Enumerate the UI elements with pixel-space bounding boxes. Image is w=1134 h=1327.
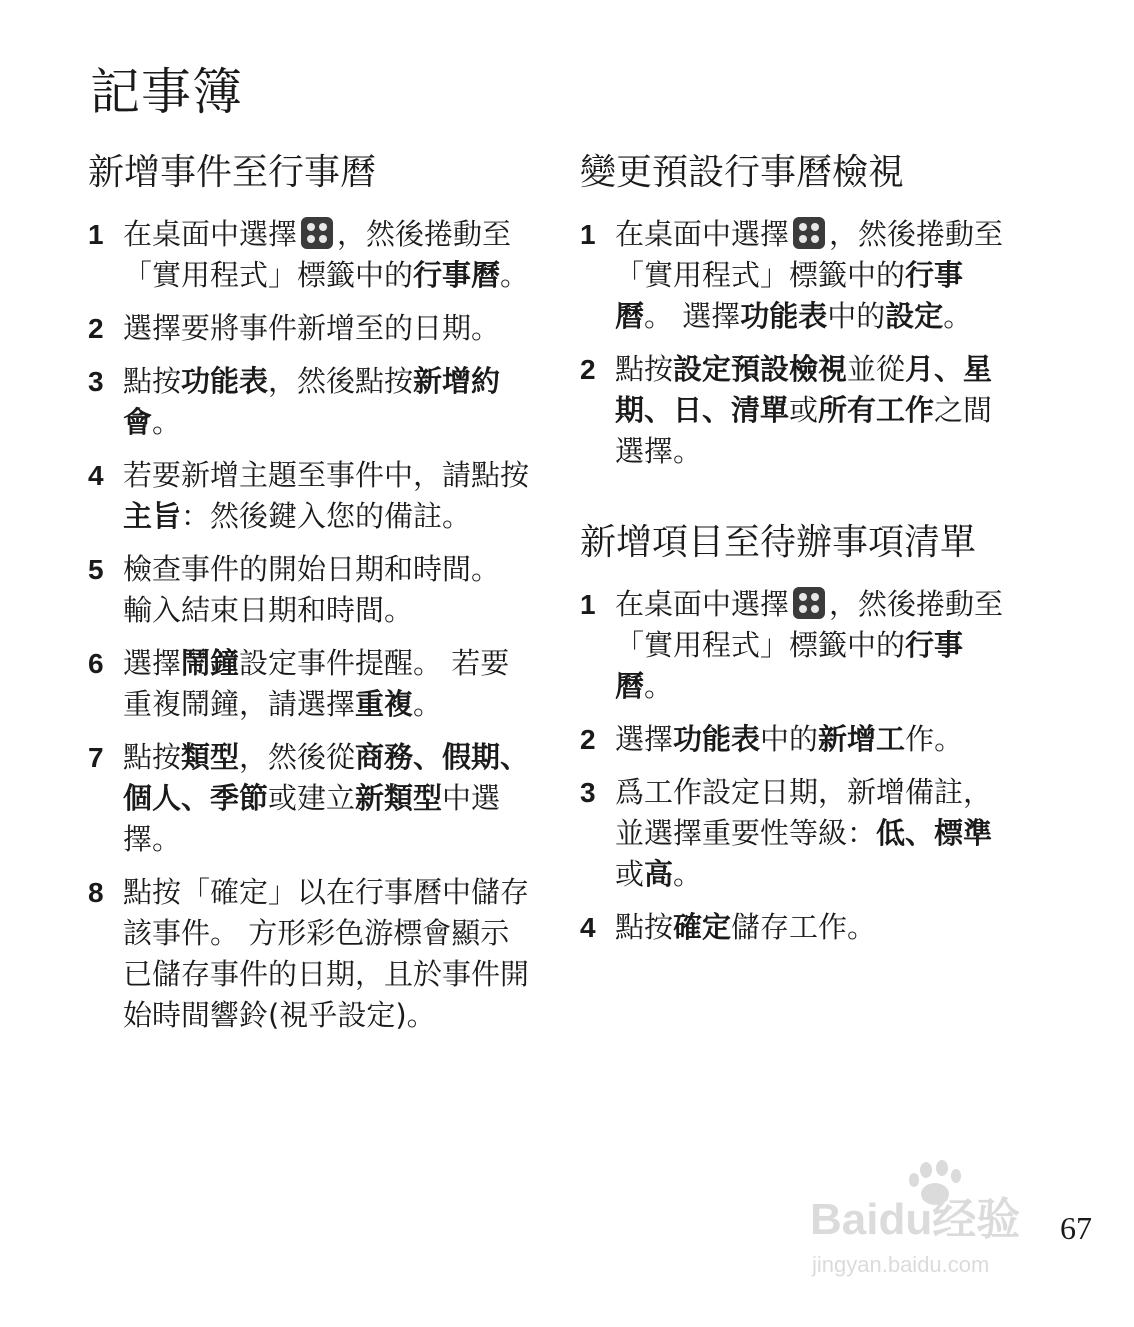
step-item (580, 719, 1020, 760)
step-text-part: 在桌面中選擇 (123, 217, 298, 251)
bold-term: 高 (644, 857, 674, 891)
step-text-part: 並從 (847, 352, 906, 386)
step-text-part: 點按 (123, 364, 182, 398)
step-number: 1 (580, 589, 596, 620)
step-text-part: 作。 (905, 722, 964, 756)
bold-term: 行事曆 (413, 258, 501, 292)
bold-term: 低、標準 (876, 816, 993, 850)
step-text-part: 爲工作設定日期，新增備註，並選擇重要性等級： (615, 775, 993, 850)
bold-term: 功能表 (181, 364, 269, 398)
step-number: 4 (580, 912, 596, 943)
step-text-part: 。 (673, 857, 703, 891)
step-item (88, 643, 533, 725)
apps-icon (301, 217, 333, 249)
step-text (123, 308, 533, 349)
step-text-part: 中選擇。 (123, 781, 501, 856)
section-title-change-view: 變更預設行事曆檢視 (580, 152, 905, 193)
step-text-part: 檢查事件的開始日期和時間。 輸入結束日期和時間。 (123, 552, 501, 627)
step-text-part: ，然後點按 (268, 364, 414, 398)
step-number: 2 (580, 354, 596, 385)
right-column (580, 148, 1020, 960)
step-item (88, 361, 533, 443)
step-text-part: ：然後鍵入您的備註。 (181, 499, 472, 533)
step-text-part: 。 (943, 299, 973, 333)
step-text (615, 772, 1020, 895)
step-text-part: 點按 (615, 352, 674, 386)
step-text-part: ，然後捲動至「實用程式」標籤中的 (615, 217, 1004, 292)
step-text-part: 設定事件提醒。 若要重複鬧鐘，請選擇 (123, 646, 510, 721)
step-number: 3 (88, 366, 104, 397)
step-text (123, 737, 533, 860)
step-text-part: 或 (615, 857, 645, 891)
bold-term: 新類型 (355, 781, 443, 815)
step-item (88, 872, 533, 1036)
bold-term: 月、星期、日、清單 (615, 352, 993, 427)
step-text-part: 在桌面中選擇 (615, 587, 790, 621)
step-text (123, 643, 533, 725)
bold-term: 行事曆 (615, 258, 964, 333)
step-text (615, 907, 1020, 948)
bold-term: 功能表 (673, 722, 761, 756)
step-text-part: 儲存工作。 (731, 910, 877, 944)
bold-term: 設定 (885, 299, 944, 333)
step-number: 1 (88, 219, 104, 250)
left-column (88, 148, 533, 1048)
step-item (88, 549, 533, 631)
step-number: 7 (88, 742, 104, 773)
step-text (615, 214, 1020, 337)
step-text-part: 點按「確定」以在行事曆中儲存該事件。 方形彩色游標會顯示已儲存事件的日期，且於事件開始時間響鈴(視乎設定)。 (123, 875, 530, 1032)
bold-term: 功能表 (740, 299, 828, 333)
section-title-add-todo: 新增項目至待辦事項清單 (580, 522, 977, 563)
bold-term: 鬧鐘 (181, 646, 240, 680)
step-text-part: 若要新增主題至事件中，請點按 (123, 458, 530, 492)
baidu-watermark (808, 1160, 1068, 1280)
step-text (615, 719, 1020, 760)
step-number: 6 (88, 648, 104, 679)
step-item (580, 214, 1020, 337)
bold-term: 行事曆 (615, 628, 964, 703)
step-text-part: ，然後從 (239, 740, 356, 774)
step-number: 1 (580, 219, 596, 250)
step-text-part: 。 選擇 (644, 299, 741, 333)
steps-change-view (580, 214, 1020, 472)
step-item (88, 737, 533, 860)
step-text-part: 或 (789, 393, 819, 427)
step-text-part: 選擇要將事件新增至的日期。 (123, 311, 501, 345)
step-text (123, 214, 533, 296)
bold-term: 新增工 (818, 722, 906, 756)
page-number: 67 (1060, 1210, 1092, 1246)
bold-term: 主旨 (123, 499, 182, 533)
step-text-part: 點按 (123, 740, 182, 774)
step-text (123, 872, 533, 1036)
apps-icon (793, 217, 825, 249)
step-text-part: 。 (413, 687, 443, 721)
step-number: 2 (580, 724, 596, 755)
bold-term: 所有工作 (818, 393, 935, 427)
step-item (88, 308, 533, 349)
bold-term: 類型 (181, 740, 240, 774)
step-number: 3 (580, 777, 596, 808)
step-text-part: 中的 (760, 722, 819, 756)
step-item (88, 214, 533, 296)
step-number: 5 (88, 554, 104, 585)
step-text-part: 。 (152, 405, 182, 439)
step-text-part: 之間選擇。 (615, 393, 993, 468)
bold-term: 確定 (673, 910, 732, 944)
bold-term: 重複 (355, 687, 414, 721)
step-text-part: 在桌面中選擇 (615, 217, 790, 251)
step-text (615, 349, 1020, 472)
section-title-add-event: 新增事件至行事曆 (88, 152, 377, 193)
watermark-url: jingyan.baidu.com (812, 1252, 990, 1277)
step-text-part: ，然後捲動至「實用程式」標籤中的 (615, 587, 1004, 662)
step-text (615, 584, 1020, 707)
page-title: 記事簿 (90, 63, 243, 121)
step-text-part: ，然後捲動至「實用程式」標籤中的 (123, 217, 512, 292)
step-number: 2 (88, 313, 104, 344)
bold-term: 商務、假期、個人、季節 (123, 740, 530, 815)
step-number: 4 (88, 460, 104, 491)
apps-icon (793, 587, 825, 619)
step-item (580, 907, 1020, 948)
step-text-part: 或建立 (268, 781, 356, 815)
watermark-brand: Baidu经验 (810, 1195, 1021, 1244)
step-text-part: 中的 (827, 299, 886, 333)
step-text (123, 455, 533, 537)
step-text-part: 。 (500, 258, 530, 292)
steps-add-todo (580, 584, 1020, 948)
step-item (580, 349, 1020, 472)
step-text-part: 。 (644, 669, 674, 703)
step-text-part: 選擇 (123, 646, 182, 680)
step-item (88, 455, 533, 537)
step-text-part: 點按 (615, 910, 674, 944)
step-text (123, 361, 533, 443)
step-item (580, 772, 1020, 895)
bold-term: 新增約會 (123, 364, 501, 439)
steps-add-event (88, 214, 533, 1036)
step-item (580, 584, 1020, 707)
step-text-part: 選擇 (615, 722, 674, 756)
step-text (123, 549, 533, 631)
bold-term: 設定預設檢視 (673, 352, 848, 386)
step-number: 8 (88, 877, 104, 908)
